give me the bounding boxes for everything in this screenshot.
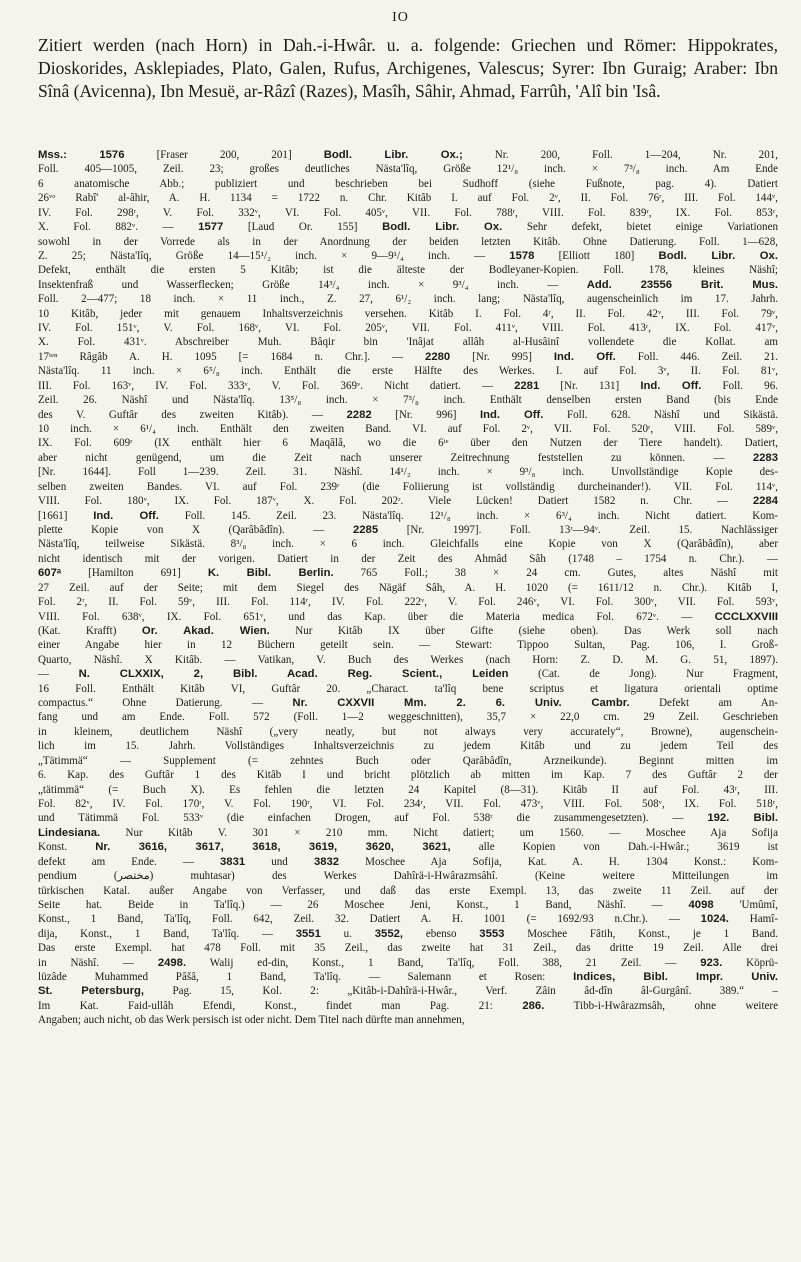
text-segment: Insektenfraß und Wasserflecken; Größe 14³/₄ inch. × 9³/₄ inch. — <box>38 278 587 291</box>
text-segment: IV. Fol. 151ᵛ, V. Fol. 168ᵛ, VI. Fol. 205ᵛ, VII. Fol. 411ᵛ, VIII. Fol. 413ʳ, IX. Fol. 417ᵛ, <box>38 322 778 335</box>
bold-segment: Nr. 3616, 3617, 3618, 3619, 3620, 3621, <box>95 841 451 854</box>
bold-segment: 2282 <box>346 408 372 421</box>
text-segment: Quarto, Näshî. X Kitâb. — Vatikan, V. Buch des Werkes (nach Horn: Z. D. M. G. 51, 1897). <box>38 653 778 666</box>
text-line <box>38 595 778 609</box>
text-segment: 17ᵗᵉⁿ Râgâb A. H. 1095 [= 1684 n. Chr.]. — <box>38 350 426 363</box>
text-line <box>38 667 778 681</box>
text-line <box>38 610 778 624</box>
text-line <box>38 321 778 335</box>
text-segment: fang und am Ende. Foll. 572 (Foll. 1—2 weggeschnitten), 35,7 × 22,0 cm. 29 Zeil. Geschrieben <box>38 711 778 724</box>
text-line <box>38 869 778 883</box>
text-segment: VIII. Fol. 638ᵛ, IX. Fol. 651ᵛ, und das Kap. über die Materia medica Fol. 672ᵛ. — <box>38 610 715 623</box>
bold-segment: 2283 <box>752 451 778 464</box>
text-line <box>38 393 778 407</box>
text-segment: Tibb-i-Hwârazmsâh, ohne weitere <box>544 999 778 1012</box>
text-segment: Moschee Fâtih, Konst., je 1 Band. <box>504 927 778 940</box>
text-line <box>38 364 778 378</box>
text-segment: und Tätimmä Fol. 533ᵛ (die einfachen Drogen, auf Fol. 538ʳ die zusammengesetzten). — <box>38 812 708 825</box>
text-line <box>38 191 778 205</box>
text-segment: III. Fol. 163ᵛ, IV. Fol. 333ᵛ, V. Fol. 369ᵛ. Nicht datiert. — <box>38 379 515 392</box>
text-line <box>38 1013 778 1027</box>
text-segment: IX. Fol. 609ʳ (IX enthält hier 6 Maqâlâ, wo die 6ᵗᵉ über den Nutzen der Tiere handelt). Datiert, <box>38 437 778 450</box>
text-line <box>38 235 778 249</box>
text-line <box>38 335 778 349</box>
text-segment: Nur Kitâb V. 301 × 210 mm. Nicht datiert; um 1560. — Moschee Aja Sofija <box>100 826 778 839</box>
text-segment: 6 anatomische Abb.; publiziert und beschrieben bei Sudhoff (siehe Fußnote, pag. 4). Datiert <box>38 177 778 190</box>
text-segment: Foll. 628. Näshî und Sikästä. <box>543 408 778 421</box>
bold-segment: 3552, <box>374 927 404 940</box>
text-segment: Defekt, enthält die ersten 5 Kitâb; ist die älteste der Bodleyaner-Kopien. Foll. 178, kleines Näshî; <box>38 264 778 277</box>
bold-segment: Nr. CXXVII Mm. 2. 6. Univ. Cambr. <box>292 697 630 710</box>
text-segment: Fol. 2ʳ, II. Fol. 59ᵛ, III. Fol. 114ʳ, IV. Fol. 222ᵛ, V. Fol. 246ᵛ, VI. Fol. 300ᵛ, VII. Fol. 593ᵛ, <box>38 596 778 609</box>
text-line <box>38 523 778 537</box>
bold-segment: Bodl. Libr. Ox. <box>658 249 778 262</box>
text-line <box>38 177 778 191</box>
text-line <box>38 653 778 667</box>
text-segment: Das erste Exempl. hat 478 Foll. mit 35 Zeil., das zweite hat 31 Zeil., das dritte 19 Zeil. Alle drei <box>38 942 778 955</box>
text-line <box>38 220 778 234</box>
text-segment: 26ᵛᵒ Rabî' al-âhir, A. H. 1134 = 1722 n. Chr. Kitâb I. auf Fol. 2ᵛ, II. Fol. 76ʳ, III. Fol. 144ᵛ, <box>38 192 778 205</box>
text-line <box>38 408 778 422</box>
text-segment: Zeil. 26. Näshî und Nästa'lîq. 13⁵/₈ inch. × 7³/₈ inch. Enthält denselben ersten Band (bis Ende <box>38 394 778 407</box>
text-segment: Konst. <box>38 841 96 854</box>
text-segment: Moschee Aja Sofija, Kat. A. H. 1304 Konst.: Kom- <box>339 855 778 868</box>
text-segment: defekt am Ende. — <box>38 855 221 868</box>
text-segment: (Kat. Krafft) <box>38 624 142 637</box>
bold-segment: 923. <box>700 956 723 969</box>
text-line <box>38 422 778 436</box>
text-line <box>38 797 778 811</box>
text-segment: Foll. 2—477; 18 inch. × 11 inch., Z. 27, 6¹/₂ inch. lang; Nästa'lîq, augenscheinlich im 17. Jahrh. <box>38 293 778 306</box>
text-line <box>38 826 778 840</box>
bold-segment: Bodl. Libr. Ox. <box>382 221 503 234</box>
bold-segment: 3831 <box>220 855 246 868</box>
text-line <box>38 999 778 1013</box>
text-segment: X. Fol. 882ᵛ. — <box>38 221 199 234</box>
text-segment: Hamî- <box>728 913 778 926</box>
text-line <box>38 811 778 825</box>
bold-segment: 1577 <box>198 221 224 234</box>
text-segment: [1661] <box>38 509 94 522</box>
text-segment: Angaben; auch nicht, ob das Werk persisch ist oder nicht. Dem Titel nach dürfte man annehmen, <box>38 1014 465 1027</box>
text-segment: Nur Kitâb IX über Gifte (siehe oben). Das Werk soll nach <box>269 624 778 637</box>
text-line <box>38 278 778 292</box>
text-line <box>38 465 778 479</box>
text-segment: Foll. 96. <box>701 379 778 392</box>
text-line <box>38 927 778 941</box>
bold-segment: Bodl. Libr. Ox.; <box>323 149 463 161</box>
text-line <box>38 436 778 450</box>
text-line <box>38 696 778 710</box>
text-segment: [Hamilton 691] <box>61 567 208 580</box>
text-segment: „Tätimmä“ — Supplement (= zehntes Buch oder Qarâbâdîn, Arzneikunde). Beginnt mitten im <box>38 754 778 767</box>
text-segment: [Nr. 131] <box>539 379 641 392</box>
text-segment: [Laud Or. 155] <box>223 221 383 234</box>
text-line <box>38 884 778 898</box>
bold-segment: 2498. <box>157 956 187 969</box>
text-line <box>38 292 778 306</box>
text-line <box>38 350 778 364</box>
text-segment: selben zweiten Bandes. VI. auf Fol. 239ʳ (die Foliierung ist vollständig durcheinander!). VII. Fol. 114ᵛ, <box>38 480 778 493</box>
text-segment: aber nicht genügend, um die Zeit nach unserer Zeitrechnung feststellen zu können. — <box>38 451 753 464</box>
bold-segment: 4098 <box>688 898 714 911</box>
text-segment: dija, Konst., 1 Band, Ta'lîq. — <box>38 927 296 940</box>
bold-segment: Add. 23556 Brit. Mus. <box>586 278 778 291</box>
text-line <box>38 552 778 566</box>
text-segment: ebenso <box>403 927 480 940</box>
text-line <box>38 739 778 753</box>
text-segment: IV. Fol. 298ʳ, V. Fol. 332ᵛ, VI. Fol. 405ᵛ, VII. Fol. 788ʳ, VIII. Fol. 839ʳ, IX. Fol. 853ʳ, <box>38 206 778 219</box>
bold-segment: K. Bibl. Berlin. <box>207 567 334 580</box>
bold-segment: 3832 <box>313 855 340 868</box>
text-segment: 16 Foll. Enthält Kitâb VI, Guftâr 20. „Charact. ta'lîq bene scriptus et ligatura orientali optime <box>38 682 778 695</box>
bold-segment: 2281 <box>514 379 540 392</box>
text-line <box>38 451 778 465</box>
text-segment: Z. 25; Nästa'lîq, Größe 14—15¹/₂ inch. × 9—9¹/₄ inch. — <box>38 249 510 262</box>
text-segment: 6. Kap. des Guftâr 1 des Kitâb I und bricht plötzlich ab mitten im Kap. 7 des Guftâr 2 der <box>38 769 778 782</box>
bold-segment: Lindesiana. <box>38 826 101 839</box>
text-segment: Foll. 446. Zeil. 21. <box>615 350 778 363</box>
text-segment: Walij ed-din, Konst., 1 Band, Ta'lîq, Foll. 388, 21 Zeil. — <box>186 956 701 969</box>
text-segment: plette Kopie von X (Qarâbâdîn). — <box>38 523 353 536</box>
text-line <box>38 307 778 321</box>
text-line <box>38 855 778 869</box>
text-segment: Sehr defekt, bietet einige Variationen <box>502 221 778 234</box>
bold-segment: N. CLXXIX, 2, Bibl. Acad. Reg. Scient., Leiden <box>78 668 509 681</box>
text-segment: Konst., 1 Band, Ta'lîq, Foll. 642, Zeil. 32. Datiert A. H. 1001 (= 1692/93 n.Chr.). — <box>38 913 701 926</box>
text-line <box>38 682 778 696</box>
text-segment: 765 Foll.; 38 × 24 cm. Gutes, altes Näshî mit <box>333 567 778 580</box>
text-segment: Defekt am An- <box>629 697 778 710</box>
text-segment: [Elliott 180] <box>534 249 659 262</box>
text-line <box>38 509 778 523</box>
text-line <box>38 970 778 984</box>
bold-segment: 2285 <box>352 523 379 536</box>
text-line <box>38 956 778 970</box>
text-segment: — <box>38 668 79 681</box>
text-line <box>38 566 778 580</box>
text-segment: des V. Guftâr des zweiten Kitâb). — <box>38 408 347 421</box>
intro-paragraph: Zitiert werden (nach Horn) in Dah.-i-Hwâr. u. a. folgende: Griechen und Römer: Hippokrates, Dioskorides, Asklepiades, Plato, Galen, Rufus, Archigenes, Valescus; Syrer: Ibn Guraig; Araber: Ibn Sînâ (Avicenna), Ibn Mesuë, ar-Râzî (Razes), Masîh, Sâhir, Ahmad, Farrûh, 'Alî bin 'Isâ. <box>38 35 778 101</box>
text-segment: einer Angabe hier in 12 Büchern geteilt sein. — Stewart: Tippoo Sultan, Pag. 106, I. Groß- <box>38 639 778 652</box>
text-line <box>38 840 778 854</box>
text-line <box>38 249 778 263</box>
bold-segment: 1024. <box>700 913 729 926</box>
text-line <box>38 162 778 176</box>
text-segment: türkischen Katal. außer Angabe von Verfasser, und daß das erste Exempl. 13, das zweite 11 Zeil. auf der <box>38 884 778 897</box>
bold-segment: Or. Akad. Wien. <box>141 624 270 637</box>
text-segment: Nästa'lîq, teilweise Sikästä. 8³/₈ inch. × 6 inch. Gleichfalls eine Kopie von X (Qarâbâdîn), aber <box>38 538 778 551</box>
text-line <box>38 725 778 739</box>
text-line <box>38 898 778 912</box>
text-line <box>38 710 778 724</box>
bold-segment: Ind. Off. <box>553 350 616 363</box>
text-segment: Im Kat. Faid-ullâh Efendi, Konst., findet man Pag. 21: <box>38 999 523 1012</box>
bold-segment: 192. Bibl. <box>707 812 778 825</box>
bold-segment: Ind. Off. <box>479 408 544 421</box>
text-line <box>38 638 778 652</box>
bold-segment: 2280 <box>425 350 451 363</box>
text-segment: Foll. 405—1005, Zeil. 23; großes deutliches Nästa'lîq, Größe 12¹/₈ inch. × 7³/₈ inch. Am Ende <box>38 163 778 176</box>
text-line <box>38 148 778 162</box>
bold-segment: 3551 <box>295 927 321 940</box>
text-line <box>38 912 778 926</box>
text-segment: Nr. 200, Foll. 1—204, Nr. 201, <box>462 149 778 161</box>
text-segment: 27 Zeil. auf der Seite; mit dem Siegel des Nägäf Sâh, A. H. 1020 (= 1611/12 n. Chr.). Kitâb I, <box>38 581 778 594</box>
text-line <box>38 768 778 782</box>
text-segment: Foll. 145. Zeil. 23. Nästa'lîq. 12¹/₈ inch. × 6³/₄ inch. Nicht datiert. Kom- <box>158 509 778 522</box>
text-segment: u. <box>320 927 375 940</box>
text-segment: [Nr. 995] <box>450 350 554 363</box>
text-segment: in kleinem, deutlichem Näshî („very neatly, but not always very accurately“, Browne), augenschein- <box>38 725 778 738</box>
manuscript-list-paragraph <box>38 148 778 1028</box>
text-segment: X. Fol. 431ᵛ. Abschreiber Muh. Bâqir bin 'Inâjat allâh al-Husâinî vollendete die Kollat. am <box>38 336 778 349</box>
text-segment: compactus.“ Ohne Datierung. — <box>38 697 293 710</box>
text-segment: 10 inch. × 6¹/₄ inch. Enthält den zweiten Band. VI. auf Fol. 2ᵛ, VII. Fol. 520ʳ, VIII. Fol. 589ᵛ, <box>38 423 778 436</box>
text-segment: [Nr. 1644]. Foll 1—239. Zeil. 31. Näshî. 14¹/₂ inch. × 9³/₈ inch. Unvollständige Kopie des- <box>38 466 778 479</box>
text-segment: „tätimmä“ (= Buch X). Es fehlen die letzten 24 Kapitel (8—31). Kitâb II auf Fol. 43ʳ, III. <box>38 783 778 796</box>
text-segment: [Nr. 1997]. Foll. 13ʳ—94ᵛ. Zeil. 15. Nachlässiger <box>378 523 778 536</box>
bold-segment: Mss.: 1576 <box>38 149 125 161</box>
text-line <box>38 206 778 220</box>
text-segment: lüzâde Muhammed Pâšâ, 1 Band, Ta'lîq. — Salemann et Rosen: <box>38 971 574 984</box>
text-line <box>38 263 778 277</box>
bold-segment: 2284 <box>752 495 778 508</box>
text-segment: Pag. 15, Kol. 2: „Kitâb-i-Dahîrä-i-Hwâr., Verf. Zâin âd-dîn âl-Gurgânî. 389.“ – <box>144 985 778 998</box>
text-segment: Nästa'lîq. 11 inch. × 6⁵/₈ inch. Enthält die erste Hälfte des Werkes. I. auf Fol. 3ᵛ, II. Fol. 81ᵛ, <box>38 365 778 378</box>
bold-segment: 286. <box>522 999 545 1012</box>
bold-segment: 607ᵃ <box>38 567 62 580</box>
text-line <box>38 537 778 551</box>
text-segment: VIII. Fol. 180ᵛ, IX. Fol. 187ᵛ, X. Fol. 202ʳ. Viele Lücken! Datiert 1582 n. Chr. — <box>38 495 753 508</box>
text-segment: und <box>245 855 314 868</box>
text-line <box>38 984 778 998</box>
text-segment: nicht identisch mit der vorigen. Datiert in der Zeit des Ahmâd Sâh (1748 – 1754 n. Chr.). — <box>38 552 778 565</box>
text-segment: Seite hat. Beide in Ta'lîq.) — 26 Moschee Jeni, Konst., 1 Band, Näshî. — <box>38 898 689 911</box>
text-segment: 'Umûmî, <box>713 898 778 911</box>
bold-segment: Indices, Bibl. Impr. Univ. <box>573 971 778 984</box>
text-segment: [Fraser 200, 201] <box>124 149 324 161</box>
text-segment: sowohl in der Vorrede als in der Anordnung der beiden letzten Kitâb. Ohne Datierung. Foll. 1—628, <box>38 235 778 248</box>
bold-segment: CCCLXXVIII <box>714 610 778 623</box>
text-line <box>38 494 778 508</box>
text-line <box>38 941 778 955</box>
text-segment: in Näshî. — <box>38 956 158 969</box>
text-line <box>38 581 778 595</box>
text-line <box>38 783 778 797</box>
text-segment: pendium (مختصر) muhtasar) des Werkes Dahîrä-i-Hwârazmsâhî. (Keine weitere Mitteilungen im <box>38 870 778 883</box>
bold-segment: 1578 <box>509 249 535 262</box>
page-number: IO <box>392 10 409 25</box>
text-line <box>38 379 778 393</box>
bold-segment: 3553 <box>479 927 505 940</box>
text-segment: [Nr. 996] <box>371 408 480 421</box>
text-segment: alle Kopien von Dah.-i-Hwâr.; 3619 ist <box>450 841 778 854</box>
bold-segment: St. Petersburg, <box>38 985 145 998</box>
text-line <box>38 480 778 494</box>
text-line <box>38 754 778 768</box>
text-segment: Fol. 82ᵛ, IV. Fol. 170ʳ, V. Fol. 190ʳ, VI. Fol. 234ʳ, VII. Fol. 473ᵛ, VIII. Fol. 508ᵛ, IX. Fol. 518ʳ, <box>38 797 778 810</box>
text-line <box>38 624 778 638</box>
text-segment: 10 Kitâb, jeder mit genauem Inhaltsverzeichnis versehen. Kitâb I. Fol. 4ʳ, II. Fol. 42ᵛ, III. Fol. 79ᵛ, <box>38 307 778 320</box>
text-segment: Köprü- <box>722 956 778 969</box>
bold-segment: Ind. Off. <box>93 509 159 522</box>
bold-segment: Ind. Off. <box>640 379 702 392</box>
text-segment: lich im 15. Jahrh. Vollständiges Inhaltsverzeichnis zu jedem Kitâb und zu jedem Teil des <box>38 740 778 753</box>
text-segment: (Cat. de Jong). Nur Fragment, <box>508 668 778 681</box>
